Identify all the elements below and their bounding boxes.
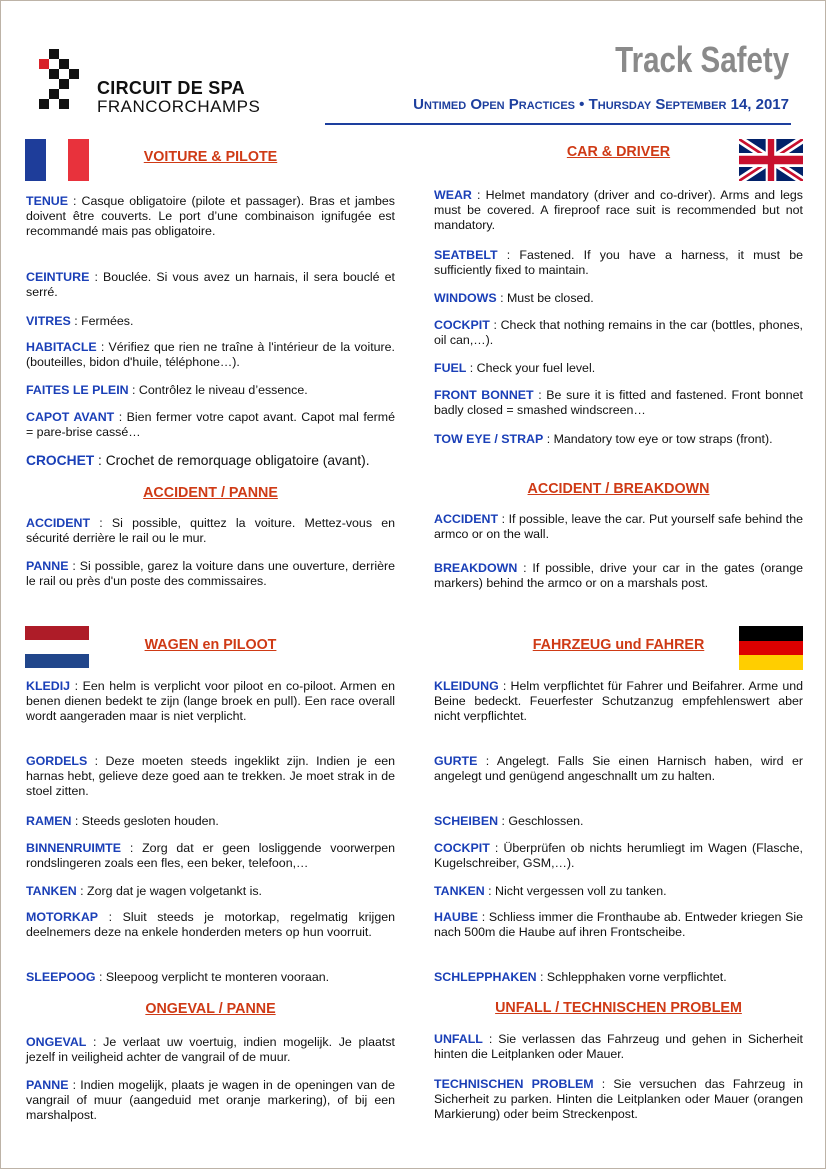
logo-square bbox=[59, 99, 69, 109]
logo-square bbox=[59, 79, 69, 89]
item-key: SEATBELT bbox=[434, 248, 498, 262]
item-text: : Fermées. bbox=[70, 314, 134, 328]
logo-square bbox=[49, 49, 59, 59]
item-key: WINDOWS bbox=[434, 291, 497, 305]
list-item bbox=[434, 512, 803, 542]
list-item bbox=[26, 383, 395, 398]
logo-square bbox=[39, 99, 49, 109]
item-key: BINNENRUIMTE bbox=[26, 841, 121, 855]
section-heading: ACCIDENT / PANNE bbox=[143, 485, 278, 501]
item-text: : Contrôlez le niveau d’essence. bbox=[128, 383, 308, 397]
list-item bbox=[26, 314, 395, 329]
item-key: KLEIDUNG bbox=[434, 679, 499, 693]
logo-square bbox=[49, 69, 59, 79]
header-rule bbox=[325, 123, 791, 125]
item-key: CAPOT AVANT bbox=[26, 410, 115, 424]
item-text: : Crochet de remorquage obligatoire (avant). bbox=[94, 453, 370, 468]
item-text: : Sie versuchen das Fahrzeug in Sicherheit zu parken. Hinten die Leitplanken oder Mauer (orangen Markierung) oder beim Streckenpost. bbox=[434, 1077, 804, 1121]
item-text: : Angelegt. Falls Sie einen Harnisch haben, wird er angelegt und genügend angeschnallt um zu halten. bbox=[434, 754, 803, 783]
list-item bbox=[26, 559, 395, 589]
list-item bbox=[434, 970, 803, 985]
section-heading: ACCIDENT / BREAKDOWN bbox=[527, 481, 710, 497]
item-text: : Zorg dat er geen losliggende voorwerpen rondslingeren zoals een fles, een beker, telefoon,… bbox=[26, 841, 395, 870]
item-key: MOTORKAP bbox=[26, 910, 99, 924]
item-key: ACCIDENT bbox=[26, 516, 91, 530]
section-heading: FAHRZEUG und FAHRER bbox=[532, 637, 705, 653]
list-item bbox=[434, 318, 803, 348]
list-item bbox=[26, 453, 395, 468]
item-text: : Vérifiez que rien ne traîne à l'intérieur de la voiture. (bouteilles, bidon d'huile, téléphone…). bbox=[26, 340, 395, 369]
item-key: PANNE bbox=[26, 559, 69, 573]
list-item bbox=[434, 561, 803, 591]
list-item bbox=[26, 754, 395, 799]
list-item bbox=[434, 814, 803, 829]
list-item bbox=[26, 910, 395, 940]
list-item bbox=[434, 679, 803, 724]
item-text: : Nicht vergessen voll zu tanken. bbox=[484, 884, 667, 898]
item-key: COCKPIT bbox=[434, 841, 490, 855]
item-key: HABITACLE bbox=[26, 340, 97, 354]
list-item bbox=[26, 194, 395, 239]
item-text: : Helm verpflichtet für Fahrer und Beifahrer. Arme und Beine bedeckt. Feuerfester Schutzanzug empfehlenswert aber nicht verpflichtet. bbox=[434, 679, 803, 723]
item-text: : Je verlaat uw voertuig, indien mogelijk. Je plaatst jezelf in veiligheid achter de vangrail of de muur. bbox=[26, 1035, 395, 1064]
list-item bbox=[26, 970, 395, 985]
item-key: TANKEN bbox=[26, 884, 77, 898]
page-subtitle: Untimed Open Practices • Thursday September 14, 2017 bbox=[413, 96, 789, 113]
item-text: : Indien mogelijk, plaats je wagen in de openingen van de vangrail of muur (aangeduid met oranje markering), of bij een marshalpost. bbox=[26, 1078, 395, 1122]
item-key: TECHNISCHEN PROBLEM bbox=[434, 1077, 594, 1091]
item-text: : Geschlossen. bbox=[498, 814, 584, 828]
item-key: UNFALL bbox=[434, 1032, 483, 1046]
list-item bbox=[26, 1035, 395, 1065]
item-key: RAMEN bbox=[26, 814, 72, 828]
item-text: : Must be closed. bbox=[496, 291, 594, 305]
circuit-logo bbox=[39, 45, 279, 117]
item-text: : Sie verlassen das Fahrzeug und gehen in Sicherheit hinten die Leitplanken oder Mauer. bbox=[434, 1032, 803, 1061]
list-item bbox=[434, 432, 803, 447]
item-key: FRONT BONNET bbox=[434, 388, 534, 402]
item-key: CROCHET bbox=[26, 453, 95, 468]
logo-square bbox=[59, 59, 69, 69]
section-heading: ONGEVAL / PANNE bbox=[145, 1001, 276, 1017]
item-key: SCHEIBEN bbox=[434, 814, 499, 828]
section-heading: WAGEN en PILOOT bbox=[144, 637, 277, 653]
list-item bbox=[434, 291, 803, 306]
item-text: : Zorg dat je wagen volgetankt is. bbox=[76, 884, 262, 898]
item-text: : Bien fermer votre capot avant. Capot mal fermé = pare-brise cassé… bbox=[26, 410, 395, 439]
item-text: : Bouclée. Si vous avez un harnais, il sera bouclé et serré. bbox=[26, 270, 395, 299]
item-text: : Check that nothing remains in the car (bottles, phones, oil can,…). bbox=[434, 318, 803, 347]
list-item bbox=[26, 410, 395, 440]
list-item bbox=[26, 679, 395, 724]
item-text: : Sleepoog verplicht te monteren vooraan. bbox=[95, 970, 330, 984]
item-key: TOW EYE / STRAP bbox=[434, 432, 544, 446]
item-key: BREAKDOWN bbox=[434, 561, 518, 575]
list-item bbox=[434, 248, 803, 278]
list-item bbox=[434, 884, 803, 899]
item-key: FAITES LE PLEIN bbox=[26, 383, 129, 397]
logo-line-2: FRANCORCHAMPS bbox=[97, 97, 261, 116]
item-key: PANNE bbox=[26, 1078, 69, 1092]
item-key: WEAR bbox=[434, 188, 472, 202]
item-text: : Überprüfen ob nichts herumliegt im Wagen (Flasche, Kugelschreiber, GSM,…). bbox=[434, 841, 803, 870]
item-text: : Een helm is verplicht voor piloot en co-piloot. Armen en benen dienen bedekt te zijn (lange broek en pull). Een race overall wordt aangeraden maar is niet verplicht. bbox=[26, 679, 395, 723]
item-text: : Si possible, quittez la voiture. Mettez-vous en sécurité derrière le rail ou le mur. bbox=[26, 516, 395, 545]
item-key: KLEDIJ bbox=[26, 679, 71, 693]
item-key: HAUBE bbox=[434, 910, 479, 924]
list-item bbox=[26, 270, 395, 300]
item-key: SCHLEPPHAKEN bbox=[434, 970, 537, 984]
section-heading: VOITURE & PILOTE bbox=[143, 149, 278, 165]
item-key: COCKPIT bbox=[434, 318, 490, 332]
logo-square bbox=[49, 89, 59, 99]
item-text: : Fastened. If you have a harness, it must be sufficiently fixed to maintain. bbox=[434, 248, 803, 277]
item-text: : Sluit steeds je motorkap, regelmatig krijgen deelnemers deze na enkele honderden meters op hun voorruit. bbox=[26, 910, 395, 939]
logo-line-1: CIRCUIT DE SPA bbox=[97, 78, 245, 98]
logo-square bbox=[69, 69, 79, 79]
page-title: Track Safety bbox=[615, 39, 789, 80]
list-item bbox=[26, 841, 395, 871]
list-item bbox=[26, 1078, 395, 1123]
item-key: VITRES bbox=[26, 314, 71, 328]
item-key: CEINTURE bbox=[26, 270, 90, 284]
section-heading: UNFALL / TECHNISCHEN PROBLEM bbox=[495, 1000, 742, 1016]
item-text: : Check your fuel level. bbox=[466, 361, 596, 375]
item-text: : Mandatory tow eye or tow straps (front). bbox=[543, 432, 773, 446]
list-item bbox=[26, 340, 395, 370]
item-text: : If possible, leave the car. Put yourself safe behind the armco or on the wall. bbox=[434, 512, 803, 541]
list-item bbox=[434, 388, 803, 418]
item-text: : Si possible, garez la voiture dans une ouverture, derrière le rail ou près d'un poste des commissaires. bbox=[26, 559, 395, 588]
item-key: ONGEVAL bbox=[26, 1035, 87, 1049]
list-item bbox=[434, 1077, 803, 1122]
list-item bbox=[434, 1032, 803, 1062]
list-item bbox=[434, 188, 803, 233]
item-text: : Schliess immer die Fronthaube ab. Entweder kriegen Sie nach 500m die Haube auf ihren Frontscheibe. bbox=[434, 910, 803, 939]
list-item bbox=[434, 910, 803, 940]
logo-square-red bbox=[39, 59, 49, 69]
list-item bbox=[26, 516, 395, 546]
item-text: : Casque obligatoire (pilote et passager). Bras et jambes doivent être couverts. Le port d’une combinaison ignifugée est recommandé mais pas obligatoire. bbox=[26, 194, 395, 238]
item-text: : If possible, drive your car in the gates (orange markers) behind the armco or on a marshals post. bbox=[434, 561, 803, 590]
item-key: TENUE bbox=[26, 194, 68, 208]
item-key: GORDELS bbox=[26, 754, 88, 768]
item-text: : Schlepphaken vorne verpflichtet. bbox=[536, 970, 727, 984]
item-key: ACCIDENT bbox=[434, 512, 499, 526]
list-item bbox=[26, 884, 395, 899]
list-item bbox=[26, 814, 395, 829]
list-item bbox=[434, 754, 803, 784]
section-heading: CAR & DRIVER bbox=[566, 144, 671, 160]
list-item bbox=[434, 841, 803, 871]
item-key: GURTE bbox=[434, 754, 478, 768]
item-key: SLEEPOOG bbox=[26, 970, 96, 984]
item-text: : Steeds gesloten houden. bbox=[71, 814, 219, 828]
item-text: : Helmet mandatory (driver and co-driver). Arms and legs must be covered. A fireproof race suit is recommended but not mandatory. bbox=[434, 188, 803, 232]
item-text: : Be sure it is fitted and fastened. Front bonnet badly closed = smashed windscreen… bbox=[434, 388, 803, 417]
item-key: FUEL bbox=[434, 361, 467, 375]
item-text: : Deze moeten steeds ingeklikt zijn. Indien je een harnas hebt, gelieve deze goed aan te trekken. Je moet strak in de stoel zitten. bbox=[26, 754, 395, 798]
item-key: TANKEN bbox=[434, 884, 485, 898]
list-item bbox=[434, 361, 803, 376]
